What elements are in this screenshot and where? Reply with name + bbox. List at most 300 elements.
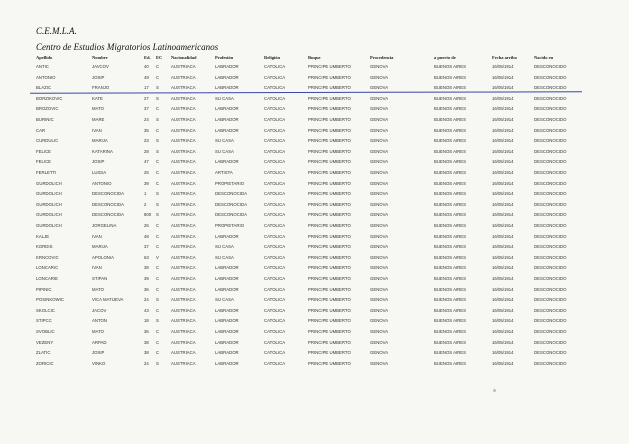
cell-origin-port: GENOVA — [370, 318, 389, 324]
cell-ship: PRINCIPE UMBERTO — [308, 212, 351, 218]
cell-age: 1 — [144, 191, 147, 197]
cell-religion: CATOLICA — [264, 74, 286, 80]
cell-profession: LABRADOR — [215, 233, 239, 239]
cell-ship: PRINCIPE UMBERTO — [308, 329, 351, 334]
table-row — [0, 318, 629, 328]
cell-destination-port: BUENOS AIRES — [434, 170, 466, 175]
cell-destination-port: BUENOS AIRES — [434, 106, 466, 112]
cell-arrival-date: 16/05/1914 — [492, 360, 514, 366]
cell-surname: LONCARIE — [36, 276, 58, 281]
cell-given-name: DESCONOCIDA — [92, 201, 124, 207]
cell-surname: GURDOLICH — [36, 180, 62, 186]
cell-origin-port: GENOVA — [370, 106, 389, 112]
cell-destination-port: BUENOS AIRES — [434, 297, 466, 303]
cell-surname: ANTIC — [36, 64, 49, 69]
cell-profession: SU CASA — [215, 148, 234, 154]
table-row — [0, 350, 629, 360]
cell-birthplace: DESCONOCIDO — [534, 180, 567, 186]
cell-ship: PRINCIPE UMBERTO — [308, 233, 351, 239]
header-religion: Religión — [264, 55, 281, 60]
cell-surname: BLAZIC — [36, 85, 52, 91]
cell-birthplace: DESCONOCIDO — [534, 286, 567, 292]
cell-surname: FELICE — [36, 159, 52, 165]
cell-civil-status: C — [156, 286, 160, 292]
cell-ship: PRINCIPE UMBERTO — [308, 265, 351, 271]
cell-religion: CATOLICA — [264, 318, 286, 324]
cell-given-name: IVAN — [92, 127, 102, 133]
cell-arrival-date: 16/05/1914 — [492, 138, 514, 144]
cell-age: 800 — [144, 212, 152, 218]
cell-age: 24 — [144, 117, 149, 122]
cell-arrival-date: 16/05/1914 — [492, 64, 514, 69]
cell-profession: PROPIETARIO — [215, 180, 245, 186]
cell-surname: FELICE — [36, 148, 52, 154]
cell-nationality: AUSTRIACA — [171, 318, 196, 324]
cell-religion: CATOLICA — [264, 329, 286, 334]
cell-profession: LABRADOR — [215, 360, 239, 366]
cell-nationality: AUSTRIACA — [171, 95, 196, 101]
cell-surname: BORZIKOVIC — [36, 95, 63, 101]
cell-given-name: VICA MATIJEVA — [92, 297, 124, 303]
cell-religion: CATOLICA — [264, 159, 286, 165]
cell-origin-port: GENOVA — [370, 223, 389, 228]
cell-destination-port: BUENOS AIRES — [434, 212, 466, 218]
cell-profession: LABRADOR — [215, 307, 239, 313]
header-profession: Profesión — [215, 55, 234, 60]
cell-profession: SU CASA — [215, 297, 234, 303]
cell-given-name: DESCONOCIDA — [92, 212, 124, 218]
cell-nationality: AUSTRIACA — [171, 138, 196, 144]
cell-age: 39 — [144, 180, 149, 186]
cell-religion: CATOLICA — [264, 265, 286, 271]
cell-ship: PRINCIPE UMBERTO — [308, 276, 351, 281]
header-age: Ed. — [144, 55, 151, 60]
cell-destination-port: BUENOS AIRES — [434, 74, 466, 80]
cell-birthplace: DESCONOCIDO — [534, 350, 567, 356]
header-destination-port: a puerto de — [434, 55, 456, 60]
cell-profession: SU CASA — [215, 138, 234, 144]
cell-religion: CATOLICA — [264, 95, 286, 101]
cell-age: 38 — [144, 350, 149, 356]
cell-ship: PRINCIPE UMBERTO — [308, 350, 351, 356]
cell-arrival-date: 16/05/1914 — [492, 85, 514, 91]
cell-birthplace: DESCONOCIDO — [534, 244, 567, 250]
cell-arrival-date: 16/05/1914 — [492, 297, 514, 303]
cell-birthplace: DESCONOCIDO — [534, 64, 567, 69]
cell-given-name: JACOV — [92, 307, 107, 313]
cell-nationality: AUSTRIACA — [171, 85, 196, 91]
cell-arrival-date: 16/05/1914 — [492, 191, 514, 197]
table-row — [0, 287, 629, 297]
cell-profession: DESCONOCIDA — [215, 212, 247, 218]
cell-arrival-date: 16/05/1914 — [492, 117, 514, 122]
cell-civil-status: S — [156, 85, 159, 91]
cell-given-name: KATE — [92, 95, 103, 101]
cell-profession: LABRADOR — [215, 127, 239, 133]
cell-civil-status: C — [156, 74, 160, 80]
cell-origin-port: GENOVA — [370, 201, 389, 207]
table-row — [0, 255, 629, 265]
table-row — [0, 244, 629, 254]
cell-arrival-date: 16/05/1914 — [492, 74, 514, 80]
cell-destination-port: BUENOS AIRES — [434, 329, 466, 334]
cell-age: 37 — [144, 244, 149, 250]
cell-civil-status: C — [156, 106, 160, 112]
cell-birthplace: DESCONOCIDO — [534, 329, 567, 334]
cell-birthplace: DESCONOCIDO — [534, 159, 567, 165]
cell-ship: PRINCIPE UMBERTO — [308, 106, 351, 112]
cell-ship: PRINCIPE UMBERTO — [308, 148, 351, 154]
cell-age: 2 — [144, 201, 147, 207]
cell-civil-status: S — [156, 212, 159, 218]
cell-destination-port: BUENOS AIRES — [434, 191, 466, 197]
cell-nationality: AUSTRIACA — [171, 244, 196, 250]
cell-birthplace: DESCONOCIDO — [534, 138, 567, 144]
table-row — [0, 297, 629, 307]
cell-origin-port: GENOVA — [370, 64, 389, 69]
cell-birthplace: DESCONOCIDO — [534, 106, 567, 112]
cell-given-name: MARE — [92, 117, 105, 122]
cell-destination-port: BUENOS AIRES — [434, 265, 466, 271]
cell-origin-port: GENOVA — [370, 286, 389, 292]
cell-civil-status: C — [156, 64, 160, 69]
cell-birthplace: DESCONOCIDO — [534, 318, 567, 324]
table-row — [0, 234, 629, 244]
cell-religion: CATOLICA — [264, 106, 286, 112]
cell-surname: GURDOLICH — [36, 223, 62, 228]
cell-destination-port: BUENOS AIRES — [434, 318, 466, 324]
cell-profession: SU CASA — [215, 95, 234, 101]
cell-surname: ZORICIC — [36, 360, 54, 366]
cell-birthplace: DESCONOCIDO — [534, 276, 567, 281]
cell-surname: BROZOVIC — [36, 106, 59, 112]
cell-age: 63 — [144, 254, 149, 260]
cell-religion: CATOLICA — [264, 117, 286, 122]
table-row — [0, 202, 629, 212]
cell-nationality: AUSTRIACA — [171, 307, 196, 313]
cell-destination-port: BUENOS AIRES — [434, 360, 466, 366]
cell-origin-port: GENOVA — [370, 191, 389, 197]
cell-nationality: AUSTRIACA — [171, 74, 196, 80]
table-row — [0, 138, 629, 148]
cell-destination-port: BUENOS AIRES — [434, 350, 466, 356]
cell-age: 38 — [144, 265, 149, 271]
cell-origin-port: GENOVA — [370, 307, 389, 313]
cell-given-name: MARIJA — [92, 244, 108, 250]
cell-nationality: AUSTRIACA — [171, 233, 196, 239]
cell-civil-status: S — [156, 201, 159, 207]
cell-birthplace: DESCONOCIDO — [534, 148, 567, 154]
cell-ship: PRINCIPE UMBERTO — [308, 254, 351, 260]
cell-surname: VEZENY — [36, 339, 54, 345]
header-origin-port: Procedencia — [370, 55, 394, 60]
cell-religion: CATOLICA — [264, 297, 286, 303]
cell-profession: LABRADOR — [215, 286, 239, 292]
cell-destination-port: BUENOS AIRES — [434, 254, 466, 260]
cell-given-name: IVAN — [92, 233, 102, 239]
cell-age: 35 — [144, 127, 149, 133]
cell-profession: LABRADOR — [215, 117, 239, 122]
header-birthplace: Nacido en — [534, 55, 554, 60]
cell-origin-port: GENOVA — [370, 74, 389, 80]
cell-age: 38 — [144, 339, 149, 345]
cell-arrival-date: 16/05/1914 — [492, 170, 514, 175]
header-civil-status: EC — [156, 55, 163, 60]
cell-religion: CATOLICA — [264, 233, 286, 239]
table-row — [0, 106, 629, 116]
cell-arrival-date: 16/05/1914 — [492, 159, 514, 165]
cell-age: 17 — [144, 85, 149, 91]
cell-birthplace: DESCONOCIDO — [534, 265, 567, 271]
cell-origin-port: GENOVA — [370, 339, 389, 345]
cell-ship: PRINCIPE UMBERTO — [308, 127, 351, 133]
cell-birthplace: DESCONOCIDO — [534, 201, 567, 207]
cell-ship: PRINCIPE UMBERTO — [308, 244, 351, 250]
header-given-name: Nombre — [92, 55, 108, 60]
cell-origin-port: GENOVA — [370, 127, 389, 133]
cell-nationality: AUSTRIACA — [171, 64, 196, 69]
cell-birthplace: DESCONOCIDO — [534, 223, 567, 228]
cell-arrival-date: 16/05/1914 — [492, 307, 514, 313]
cell-birthplace: DESCONOCIDO — [534, 212, 567, 218]
cell-destination-port: BUENOS AIRES — [434, 339, 466, 345]
header-ship: Buque — [308, 55, 321, 60]
cell-given-name: JAVCOV — [92, 64, 109, 69]
cell-profession: LABRADOR — [215, 339, 239, 345]
cell-given-name: KATARINA — [92, 148, 113, 154]
cell-ship: PRINCIPE UMBERTO — [308, 307, 351, 313]
cell-arrival-date: 16/05/1914 — [492, 201, 514, 207]
cell-religion: CATOLICA — [264, 148, 286, 154]
cell-origin-port: GENOVA — [370, 360, 389, 366]
cell-ship: PRINCIPE UMBERTO — [308, 201, 351, 207]
cell-ship: PRINCIPE UMBERTO — [308, 286, 351, 292]
cell-destination-port: BUENOS AIRES — [434, 85, 466, 91]
cell-age: 40 — [144, 64, 149, 69]
cell-ship: PRINCIPE UMBERTO — [308, 64, 351, 69]
cell-nationality: AUSTRIACA — [171, 127, 196, 133]
cell-birthplace: DESCONOCIDO — [534, 339, 567, 345]
cell-nationality: AUSTRIACA — [171, 360, 196, 366]
cell-birthplace: DESCONOCIDO — [534, 85, 567, 91]
cell-destination-port: BUENOS AIRES — [434, 95, 466, 101]
cell-surname: BURINIC — [36, 117, 54, 122]
cell-origin-port: GENOVA — [370, 276, 389, 281]
table-row — [0, 308, 629, 318]
table-row — [0, 361, 629, 371]
cell-surname: ZLATIC — [36, 350, 51, 356]
cell-age: 26 — [144, 223, 149, 228]
cell-arrival-date: 16/05/1914 — [492, 106, 514, 112]
cell-origin-port: GENOVA — [370, 297, 389, 303]
cell-profession: LABRADOR — [215, 276, 239, 281]
table-row — [0, 96, 629, 106]
cell-ship: PRINCIPE UMBERTO — [308, 159, 351, 165]
cell-age: 39 — [144, 276, 149, 281]
cell-surname: CAR — [36, 127, 46, 133]
table-row — [0, 64, 629, 74]
cell-profession: LABRADOR — [215, 265, 239, 271]
cell-age: 24 — [144, 297, 149, 303]
cell-profession: ARTISTA — [215, 170, 233, 175]
cell-age: 25 — [144, 170, 149, 175]
cell-profession: SU CASA — [215, 254, 234, 260]
cell-religion: CATOLICA — [264, 212, 286, 218]
table-row — [0, 181, 629, 191]
cell-civil-status: C — [156, 233, 160, 239]
cell-profession: DESCONOCIDA — [215, 201, 247, 207]
cell-arrival-date: 16/05/1914 — [492, 95, 514, 101]
cell-nationality: AUSTRIACA — [171, 106, 196, 112]
cell-destination-port: BUENOS AIRES — [434, 64, 466, 69]
table-row — [0, 85, 629, 95]
cell-ship: PRINCIPE UMBERTO — [308, 95, 351, 101]
table-row — [0, 340, 629, 350]
cell-nationality: AUSTRIACA — [171, 350, 196, 356]
cell-arrival-date: 16/05/1914 — [492, 329, 514, 334]
cell-birthplace: DESCONOCIDO — [534, 297, 567, 303]
table-row — [0, 170, 629, 180]
cell-given-name: LUIGIA — [92, 170, 107, 175]
cell-surname: PIPINIC — [36, 286, 52, 292]
cell-origin-port: GENOVA — [370, 233, 389, 239]
cell-given-name: ANTON — [92, 318, 107, 324]
cell-given-name: MATO — [92, 329, 105, 334]
cell-profession: DESCONOCIDA — [215, 191, 247, 197]
cell-destination-port: BUENOS AIRES — [434, 233, 466, 239]
cell-surname: SKOLCIC — [36, 307, 55, 313]
cell-age: 23 — [144, 138, 149, 144]
cell-birthplace: DESCONOCIDO — [534, 127, 567, 133]
cell-birthplace: DESCONOCIDO — [534, 117, 567, 122]
cell-destination-port: BUENOS AIRES — [434, 159, 466, 165]
cell-arrival-date: 16/05/1914 — [492, 254, 514, 260]
cell-profession: LABRADOR — [215, 74, 239, 80]
table-row — [0, 276, 629, 286]
cell-nationality: AUSTRIACA — [171, 148, 196, 154]
paper-speck — [493, 389, 496, 392]
cell-religion: CATOLICA — [264, 170, 286, 175]
cell-origin-port: GENOVA — [370, 148, 389, 154]
cell-nationality: AUSTRIACA — [171, 159, 196, 165]
cell-civil-status: C — [156, 339, 160, 345]
cell-surname: STIPCC — [36, 318, 52, 324]
cell-religion: CATOLICA — [264, 360, 286, 366]
cell-profession: LABRADOR — [215, 318, 239, 324]
cell-destination-port: BUENOS AIRES — [434, 138, 466, 144]
cell-civil-status: S — [156, 148, 159, 154]
cell-nationality: AUSTRIACA — [171, 201, 196, 207]
cell-origin-port: GENOVA — [370, 265, 389, 271]
cell-age: 37 — [144, 106, 149, 112]
cell-nationality: AUSTRIACA — [171, 170, 196, 175]
cell-ship: PRINCIPE UMBERTO — [308, 180, 351, 186]
cell-religion: CATOLICA — [264, 85, 286, 91]
cell-given-name: ARPAD — [92, 339, 107, 345]
cell-civil-status: V — [156, 254, 159, 260]
cell-given-name: JOSIP — [92, 159, 105, 165]
cell-profession: LABRADOR — [215, 350, 239, 356]
cell-age: 49 — [144, 74, 149, 80]
table-row — [0, 191, 629, 201]
cell-nationality: AUSTRIACA — [171, 254, 196, 260]
cell-civil-status: C — [156, 350, 160, 356]
header-nationality: Nacionalidad — [171, 55, 197, 60]
cell-profession: LABRADOR — [215, 159, 239, 165]
cell-origin-port: GENOVA — [370, 95, 389, 101]
cell-given-name: MARIJA — [92, 138, 108, 144]
cell-age: 18 — [144, 318, 149, 324]
cell-surname: GURDOLICH — [36, 191, 62, 197]
cell-surname: KORDIS — [36, 244, 53, 250]
cell-origin-port: GENOVA — [370, 159, 389, 165]
cell-given-name: STIPAN — [92, 276, 108, 281]
cell-civil-status: C — [156, 127, 160, 133]
cell-ship: PRINCIPE UMBERTO — [308, 138, 351, 144]
cell-religion: CATOLICA — [264, 286, 286, 292]
cell-ship: PRINCIPE UMBERTO — [308, 223, 351, 228]
cell-given-name: MATO — [92, 106, 105, 112]
cell-arrival-date: 16/05/1914 — [492, 233, 514, 239]
cell-civil-status: S — [156, 360, 159, 366]
cell-profession: SU CASA — [215, 244, 234, 250]
document-title: C.E.M.L.A. — [36, 26, 77, 36]
cell-nationality: AUSTRIACA — [171, 265, 196, 271]
cell-civil-status: C — [156, 276, 160, 281]
cell-arrival-date: 16/05/1914 — [492, 127, 514, 133]
cell-surname: POSINKOWIC — [36, 297, 64, 303]
table-row — [0, 329, 629, 339]
cell-surname: FERLETTI — [36, 170, 57, 175]
cell-ship: PRINCIPE UMBERTO — [308, 360, 351, 366]
cell-profession: PROPIETARIO — [215, 223, 245, 228]
cell-destination-port: BUENOS AIRES — [434, 180, 466, 186]
cell-surname: KRNCOVIC — [36, 254, 59, 260]
cell-given-name: APOLONIA — [92, 254, 114, 260]
cell-given-name: JOSIP — [92, 74, 105, 80]
cell-origin-port: GENOVA — [370, 254, 389, 260]
cell-religion: CATOLICA — [264, 350, 286, 356]
cell-ship: PRINCIPE UMBERTO — [308, 117, 351, 122]
cell-origin-port: GENOVA — [370, 180, 389, 186]
cell-religion: CATOLICA — [264, 127, 286, 133]
cell-given-name: MATO — [92, 286, 105, 292]
cell-age: 43 — [144, 307, 149, 313]
cell-birthplace: DESCONOCIDO — [534, 254, 567, 260]
cell-nationality: AUSTRIACA — [171, 223, 196, 228]
header-surname: Apellido — [36, 55, 53, 60]
cell-profession: LABRADOR — [215, 64, 239, 69]
cell-ship: PRINCIPE UMBERTO — [308, 85, 351, 91]
table-row — [0, 265, 629, 275]
cell-civil-status: C — [156, 159, 160, 165]
cell-birthplace: DESCONOCIDO — [534, 360, 567, 366]
cell-civil-status: S — [156, 297, 159, 303]
cell-birthplace: DESCONOCIDO — [534, 307, 567, 313]
cell-arrival-date: 16/05/1914 — [492, 286, 514, 292]
cell-civil-status: S — [156, 117, 159, 122]
cell-surname: ANTONIO — [36, 74, 56, 80]
table-row — [0, 212, 629, 222]
cell-nationality: AUSTRIACA — [171, 286, 196, 292]
cell-arrival-date: 16/05/1914 — [492, 265, 514, 271]
cell-arrival-date: 16/05/1914 — [492, 212, 514, 218]
cell-nationality: AUSTRIACA — [171, 191, 196, 197]
cell-age: 36 — [144, 329, 149, 334]
table-row — [0, 128, 629, 138]
cell-nationality: AUSTRIACA — [171, 212, 196, 218]
header-arrival-date: Fecha arribo — [492, 55, 517, 60]
